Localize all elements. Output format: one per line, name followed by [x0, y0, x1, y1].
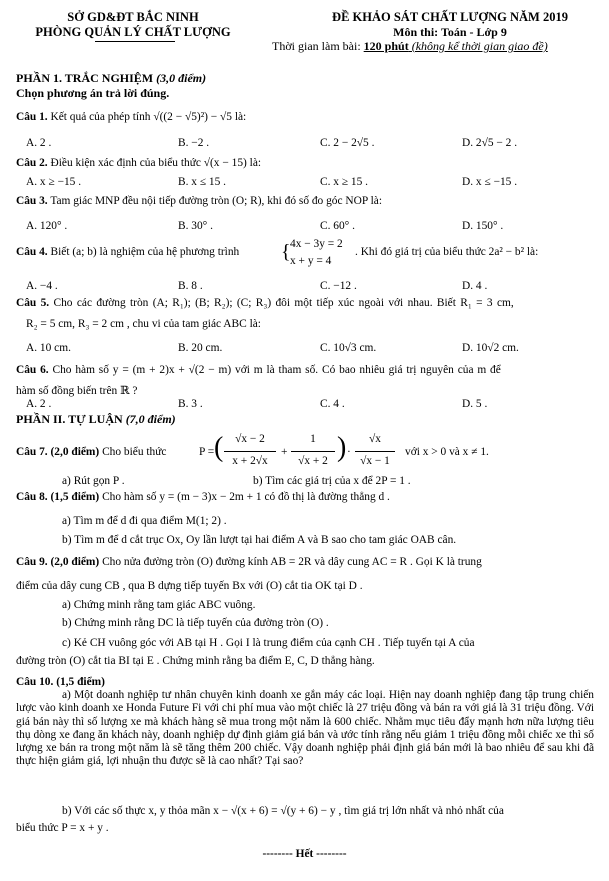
- question-6-line2: hàm số đồng biến trên ℝ ?: [16, 385, 138, 397]
- q6-option-a: A. 2 .: [26, 398, 52, 410]
- q6-option-d: D. 5 .: [462, 398, 488, 410]
- question-label: Câu 4.: [16, 246, 48, 258]
- q5-option-b: B. 20 cm.: [178, 342, 223, 354]
- q5-option-d: D. 10√2 cm.: [462, 342, 519, 354]
- q2-option-b: B. x ≤ 15 .: [178, 176, 227, 188]
- system-brace: {: [281, 241, 291, 263]
- fraction-2-bar: [291, 451, 335, 452]
- exam-title: ĐỀ KHẢO SÁT CHẤT LƯỢNG NĂM 2019: [332, 10, 568, 24]
- question-8: [16, 491, 390, 503]
- question-5-line2: R₂ = 5 cm, R₃ = 2 cm , chu vi của tam giác ABC là:: [26, 318, 261, 330]
- q9-part-b: b) Chứng minh rằng DC là tiếp tuyến của đường tròn (O) .: [62, 617, 329, 629]
- q7-part-a: a) Rút gọn P .: [62, 475, 125, 487]
- q4-option-a: A. −4 .: [26, 280, 58, 292]
- question-text: Tam giác MNP đều nội tiếp đường tròn (O; R), khi đó số đo góc NOP là:: [50, 195, 382, 207]
- time-prefix: Thời gian làm bài:: [272, 39, 364, 53]
- q4-option-b: B. 8 .: [178, 280, 203, 292]
- part1-title: [16, 71, 206, 86]
- part2-points: (7,0 điểm): [125, 412, 176, 426]
- q1-option-c: C. 2 − 2√5 .: [320, 137, 375, 149]
- fraction-3-bar: [355, 451, 395, 452]
- q9-part-a: a) Chứng minh rằng tam giác ABC vuông.: [62, 599, 256, 611]
- fraction-1-denominator: x + 2√x: [232, 455, 268, 467]
- question-text: Kết quả của phép tính √((2 − √5)²) − √5 là:: [50, 111, 247, 123]
- question-text: Điều kiện xác định của biểu thức √(x − 15) là:: [50, 157, 262, 169]
- question-label: Câu 8. (1,5 điểm): [16, 491, 100, 503]
- office-name: PHÒNG QUẢN LÝ CHẤT LƯỢNG: [35, 25, 231, 39]
- time-note: (không kể thời gian giao đề): [408, 39, 548, 53]
- bracket-left: (: [214, 432, 224, 463]
- question-1: [16, 111, 246, 123]
- q2-option-d: D. x ≤ −15 .: [462, 176, 518, 188]
- q5-option-c: C. 10√3 cm.: [320, 342, 377, 354]
- question-text: Biết (a; b) là nghiệm của hệ phương trình: [50, 246, 240, 258]
- q7-condition: với x > 0 và x ≠ 1.: [405, 446, 489, 458]
- question-3: [16, 195, 382, 207]
- question-5: [16, 297, 591, 309]
- question-6: [16, 364, 501, 376]
- question-label: Câu 7. (2,0 điểm): [16, 446, 100, 458]
- question-10: Câu 10. (1,5 điểm): [16, 676, 105, 688]
- question-text: Cho biểu thức: [99, 446, 167, 458]
- question-label: Câu 2.: [16, 157, 48, 169]
- question-7: [16, 446, 166, 458]
- q10-part-a: a) Một doanh nghiệp tư nhân chuyên kinh doanh xe gắn máy các loại. Hiện nay doanh nghiệp đang tập trung chiến lược vào kinh doanh xe Honda Future Fi với chi phí mua vào một chiếc là 27 triệu đồng và bán ra với giá là 31 triệu đồng. Với giá bán này thì số lượng xe mà khách hàng sẽ mua trong một năm là 600 chiếc. Nhằm mục tiêu đẩy mạnh hơn nữa lượng tiêu thụ dòng xe đang ăn khách này, doanh nghiệp dự định giảm giá bán và ước tính rằng nếu giảm 1 triệu đồng mỗi chiếc xe thì số lượng xe bán ra trong một năm là sẽ tăng thêm 200 chiếc. Vậy doanh nghiệp phải định giá bán mới là bao nhiêu để sau khi đã thực hiện giảm giá, lợi nhuận thu được sẽ là cao nhất? Tại sao?: [16, 689, 594, 768]
- q6-option-b: B. 3 .: [178, 398, 203, 410]
- q7-part-b: b) Tìm các giá trị của x để 2P = 1 .: [253, 475, 411, 487]
- q1-option-d: D. 2√5 − 2 .: [462, 137, 518, 149]
- q1-option-a: A. 2 .: [26, 137, 52, 149]
- q5-option-a: A. 10 cm.: [26, 342, 71, 354]
- bracket-right: ): [337, 432, 347, 463]
- q10-part-b: b) Với các số thực x, y thỏa mãn x − √(x + 6) = √(y + 6) − y , tìm giá trị lớn nhất và nhỏ nhất của: [62, 805, 504, 817]
- q8-part-b: b) Tìm m để d cắt trục Ox, Oy lần lượt tại hai điểm A và B sao cho tam giác OAB cân.: [62, 534, 457, 546]
- part1-points: (3,0 điểm): [156, 71, 207, 85]
- department-name: SỞ GD&ĐT BẮC NINH: [67, 10, 199, 24]
- question-2: [16, 157, 261, 169]
- exam-time: [272, 39, 548, 54]
- q3-option-a: A. 120° .: [26, 220, 68, 232]
- question-label: Câu 5.: [16, 297, 50, 309]
- q3-option-b: B. 30° .: [178, 220, 213, 232]
- multiply-dot: ·: [347, 446, 351, 458]
- question-text: Cho nửa đường tròn (O) đường kính AB = 2R và dây cung AC = R . Gọi K là trung: [99, 556, 482, 568]
- q9-part-c: c) Kẻ CH vuông góc với AB tại H . Gọi I là trung điểm của cạnh CH . Tiếp tuyến tại A của: [62, 637, 475, 649]
- question-text: Cho hàm số y = (m − 3)x − 2m + 1 có đồ thị là đường thẳng d .: [99, 491, 390, 503]
- question-label: Câu 9. (2,0 điểm): [16, 556, 100, 568]
- q2-option-c: C. x ≥ 15 .: [320, 176, 369, 188]
- question-label: Câu 6.: [16, 364, 49, 376]
- p-equals: P =: [199, 446, 215, 458]
- q3-option-d: D. 150° .: [462, 220, 504, 232]
- part1-instruction: Chọn phương án trả lời đúng.: [16, 86, 170, 100]
- fraction-3-numerator: √x: [369, 433, 381, 445]
- end-marker: -------- Hết --------: [262, 848, 347, 860]
- fraction-1-bar: [224, 451, 276, 452]
- q10-part-b-line2: biểu thức P = x + y .: [16, 822, 109, 834]
- q4-option-c: C. −12 .: [320, 280, 357, 292]
- part2-title-text: PHẦN II. TỰ LUẬN: [16, 412, 126, 426]
- system-equation-1: 4x − 3y = 2: [290, 238, 343, 250]
- question-9: [16, 556, 482, 568]
- fraction-3-denominator: √x − 1: [360, 455, 390, 467]
- question-4: [16, 246, 239, 258]
- exam-subject: Môn thi: Toán - Lớp 9: [393, 25, 507, 39]
- question-9-line2: điểm của dây cung CB , qua B dựng tiếp tuyến Bx với (O) cắt tia OK tại D .: [16, 580, 363, 592]
- fraction-2-numerator: 1: [310, 433, 316, 445]
- question-label: Câu 3.: [16, 195, 48, 207]
- q6-option-c: C. 4 .: [320, 398, 345, 410]
- plus-sign: +: [281, 446, 288, 458]
- fraction-1-numerator: √x − 2: [235, 433, 265, 445]
- question-label: Câu 1.: [16, 111, 48, 123]
- part2-title: [16, 412, 176, 427]
- q9-part-c-line2: đường tròn (O) cắt tia BI tại E . Chứng minh rằng ba điểm E, C, D thẳng hàng.: [16, 655, 375, 667]
- q1-option-b: B. −2 .: [178, 137, 210, 149]
- q3-option-c: C. 60° .: [320, 220, 355, 232]
- part1-title-text: PHẦN 1. TRẮC NGHIỆM: [16, 71, 157, 85]
- q2-option-a: A. x ≥ −15 .: [26, 176, 82, 188]
- question-text: Cho các đường tròn (A; R₁); (B; R₂); (C; R₃) đôi một tiếp xúc ngoài với nhau. Biết R₁ = 3 cm,: [53, 297, 514, 309]
- header-underline: [95, 41, 175, 42]
- system-equation-2: x + y = 4: [290, 255, 332, 267]
- question-text-cont: . Khi đó giá trị của biểu thức 2a² − b² là:: [355, 246, 539, 258]
- question-text: Cho hàm số y = (m + 2)x + √(2 − m) với m là tham số. Có bao nhiêu giá trị nguyên của m để: [52, 364, 501, 376]
- q8-part-a: a) Tìm m để d đi qua điểm M(1; 2) .: [62, 515, 227, 527]
- q4-option-d: D. 4 .: [462, 280, 488, 292]
- fraction-2-denominator: √x + 2: [298, 455, 328, 467]
- time-value: 120 phút: [363, 39, 409, 53]
